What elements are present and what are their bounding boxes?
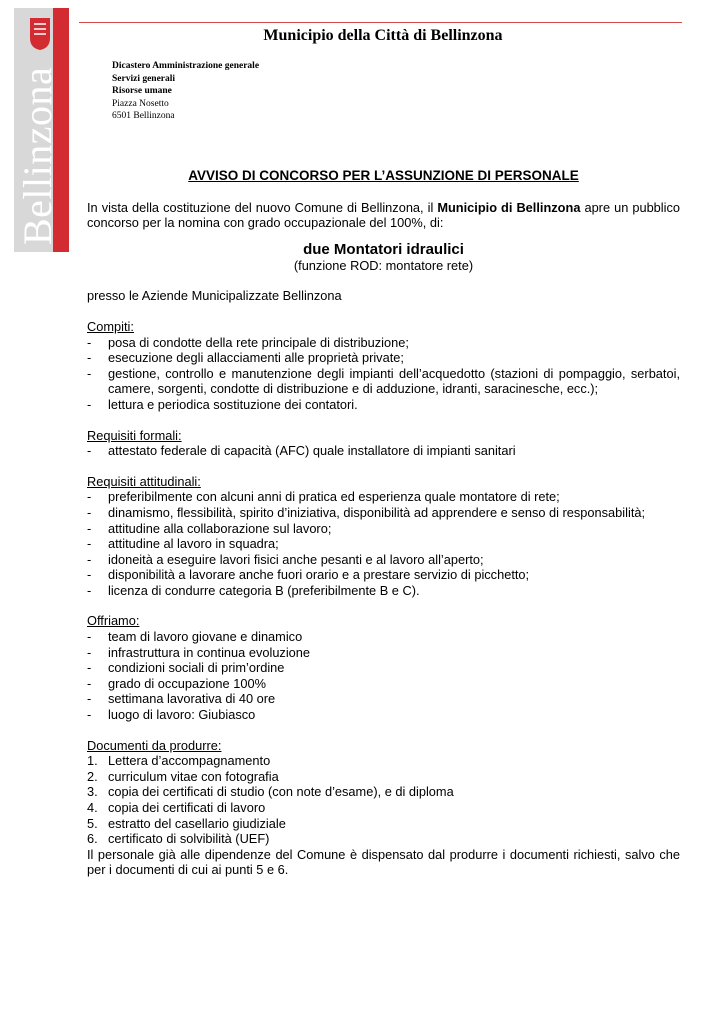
list-item: - dinamismo, flessibilità, spirito d’iniziativa, disponibilità ad apprendere e senso di responsabilità; — [87, 504, 646, 520]
address-line: 6501 Bellinzona — [112, 111, 175, 122]
intro-bold: Municipio di Bellinzona — [437, 199, 581, 215]
list-offriamo — [87, 629, 680, 723]
list-requisiti-formali — [87, 443, 680, 459]
department-address — [112, 60, 259, 123]
intro-text: In vista della costituzione del nuovo Comune di Bellinzona, il — [87, 199, 438, 215]
list-item: - condizioni sociali di prim’ordine — [87, 660, 285, 676]
address-line: Piazza Nosetto — [112, 98, 169, 109]
list-item: - posa di condotte della rete principale di distribuzione; — [87, 334, 409, 350]
list-item: 3. copia dei certificati di studio (con note d’esame), e di diploma — [87, 784, 454, 800]
section-title-documenti: Documenti da produrre: — [87, 737, 222, 753]
list-item: - idoneità a eseguire lavori fisici anche pesanti e al lavoro all’aperto; — [87, 551, 484, 567]
notice-body — [87, 168, 680, 878]
list-item: - luogo di lavoro: Giubiasco — [87, 707, 256, 723]
section-title-compiti: Compiti: — [87, 318, 134, 334]
section-title-requisiti-formali: Requisiti formali: — [87, 427, 182, 443]
employer-line: presso le Aziende Municipalizzate Bellinzona — [87, 288, 342, 304]
address-line: Dicastero Amministrazione generale — [112, 61, 260, 71]
list-item: 4. copia dei certificati di lavoro — [87, 800, 266, 815]
list-item: - attestato federale di capacità (AFC) quale installatore di impianti sanitari — [87, 443, 516, 459]
notice-heading: AVVISO DI CONCORSO PER L’ASSUNZIONE DI PERSONALE — [188, 168, 579, 183]
address-line: Servizi generali — [112, 73, 176, 84]
list-item: - attitudine al lavoro in squadra; — [87, 536, 279, 552]
list-requisiti-attitudinali — [87, 489, 680, 598]
list-item: - gestione, controllo e manutenzione degli impianti dell’acquedotto (stazioni di pompaggio, serbatoi, camere, sorgenti, condotte di distribuzione e di adduzione, idranti, saracinesche, ecc.); — [87, 365, 680, 397]
list-item: - lettura e periodica sostituzione dei contatori. — [87, 396, 358, 412]
list-item: - grado di occupazione 100% — [87, 675, 266, 691]
section-title-offriamo: Offriamo: — [87, 613, 140, 629]
list-item: - team di lavoro giovane e dinamico — [87, 629, 303, 645]
documenti-note: Il personale già alle dipendenze del Comune è dispensato dal produrre i documenti richiesti, salvo che per i documenti di cui ai punti 5 e 6. — [87, 846, 680, 878]
list-item: 1. Lettera d’accompagnamento — [87, 753, 271, 769]
header-rule — [79, 22, 682, 23]
intro-paragraph — [87, 200, 680, 231]
list-item: - esecuzione degli allacciamenti alle proprietà private; — [87, 350, 404, 366]
page-title: Municipio della Città di Bellinzona — [263, 27, 503, 44]
list-item: - licenza di condurre categoria B (preferibilmente B e C). — [87, 582, 420, 598]
list-item: 2. curriculum vitae con fotografia — [87, 768, 279, 784]
list-item: - preferibilmente con alcuni anni di pratica ed esperienza quale montatore di rete; — [87, 489, 560, 505]
list-compiti — [87, 335, 680, 413]
list-item: 5. estratto del casellario giudiziale — [87, 815, 286, 831]
list-item: 6. certificato di solvibilità (UEF) — [87, 831, 270, 847]
intro-text-end: apre un pubblico concorso per la nomina con grado occupazionale del 100%, di: — [87, 199, 681, 231]
address-line: Risorse umane — [112, 86, 172, 97]
list-item: - attitudine alla collaborazione sul lavoro; — [87, 520, 332, 536]
job-title: due Montatori idraulici — [303, 240, 464, 258]
section-title-requisiti-attitudinali: Requisiti attitudinali: — [87, 473, 201, 489]
brand-vertical-text: Bellinzona — [15, 66, 60, 245]
list-item: - infrastruttura in continua evoluzione — [87, 644, 311, 660]
list-item: - settimana lavorativa di 40 ore — [87, 691, 276, 707]
list-item: - disponibilità a lavorare anche fuori orario e a prestare servizio di picchetto; — [87, 567, 530, 583]
list-documenti — [87, 753, 680, 847]
job-subtitle: (funzione ROD: montatore rete) — [293, 257, 474, 273]
